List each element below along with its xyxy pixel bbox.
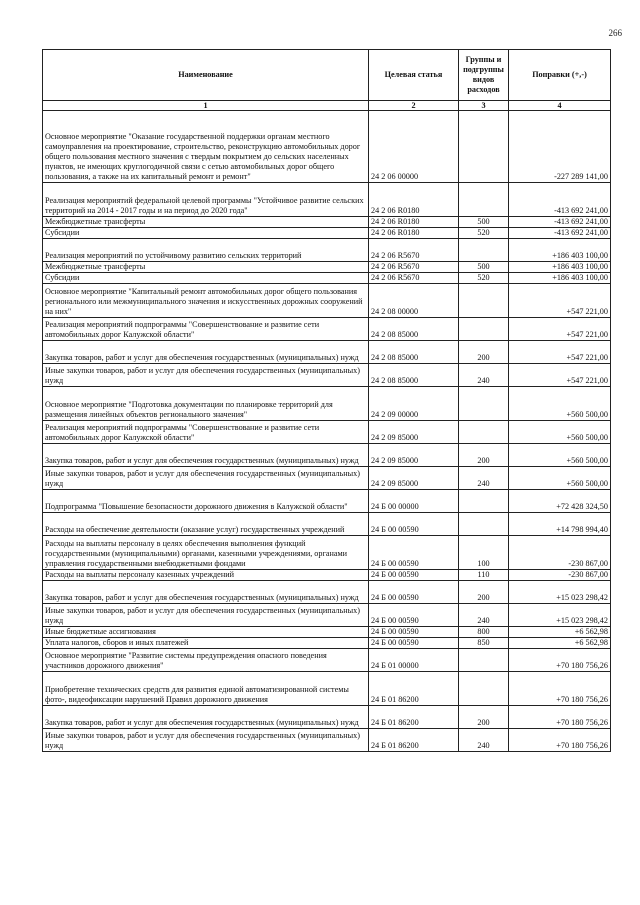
row-article-cell: 24 Б 00 00590 [369, 604, 459, 627]
table-row [43, 570, 611, 581]
row-name-cell: Реализация мероприятий по устойчивому развитию сельских территорий [43, 239, 369, 262]
page-number: 266 [608, 28, 622, 38]
table-row [43, 490, 611, 513]
row-amount-cell: -413 692 241,00 [509, 228, 611, 239]
row-name-cell: Иные закупки товаров, работ и услуг для обеспечения государственных (муниципальных) нужд [43, 467, 369, 490]
table-row [43, 729, 611, 752]
row-group-cell: 100 [459, 536, 509, 570]
row-name-cell: Основное мероприятие "Развитие системы предупреждения опасного поведения участников дорожного движения" [43, 649, 369, 672]
row-amount-cell: +547 221,00 [509, 364, 611, 387]
row-article-cell: 24 2 06 R5670 [369, 262, 459, 273]
row-group-cell: 200 [459, 706, 509, 729]
row-name-cell: Основное мероприятие "Капитальный ремонт автомобильных дорог общего пользования регионального или межмуниципального значения и искусственных дорожных сооружений на них" [43, 284, 369, 318]
row-amount-cell: +72 428 324,50 [509, 490, 611, 513]
table-row [43, 513, 611, 536]
row-name-cell: Реализация мероприятий подпрограммы "Совершенствование и развитие сети автомобильных дорог Калужской области" [43, 421, 369, 444]
row-name-cell: Расходы на обеспечение деятельности (оказание услуг) государственных учреждений [43, 513, 369, 536]
table-row [43, 341, 611, 364]
table-body [43, 111, 611, 752]
row-group-cell [459, 239, 509, 262]
header-amendments: Поправки (+,-) [509, 50, 611, 101]
row-name-cell: Расходы на выплаты персоналу в целях обеспечения выполнения функций государственными (муниципальными) органами, казенными учреждениями, органами управления государственными внебюджетными фондами [43, 536, 369, 570]
row-name-cell: Межбюджетные трансферты [43, 217, 369, 228]
row-article-cell: 24 2 09 85000 [369, 421, 459, 444]
row-group-cell: 240 [459, 467, 509, 490]
row-group-cell [459, 284, 509, 318]
row-group-cell: 200 [459, 581, 509, 604]
row-article-cell: 24 2 06 R5670 [369, 239, 459, 262]
row-group-cell: 520 [459, 228, 509, 239]
row-name-cell: Основное мероприятие "Подготовка документации по планировке территорий для размещения линейных объектов регионального значения" [43, 387, 369, 421]
row-name-cell: Закупка товаров, работ и услуг для обеспечения государственных (муниципальных) нужд [43, 581, 369, 604]
table-row [43, 467, 611, 490]
table-row [43, 649, 611, 672]
row-group-cell: 240 [459, 729, 509, 752]
row-article-cell: 24 Б 00 00590 [369, 581, 459, 604]
row-amount-cell: +547 221,00 [509, 318, 611, 341]
row-group-cell [459, 672, 509, 706]
row-name-cell: Иные бюджетные ассигнования [43, 627, 369, 638]
row-article-cell: 24 Б 00 00590 [369, 513, 459, 536]
row-group-cell: 850 [459, 638, 509, 649]
row-group-cell: 200 [459, 341, 509, 364]
row-article-cell: 24 Б 00 00000 [369, 490, 459, 513]
header-article: Целевая статья [369, 50, 459, 101]
row-article-cell: 24 Б 01 86200 [369, 729, 459, 752]
row-group-cell [459, 318, 509, 341]
row-name-cell: Иные закупки товаров, работ и услуг для обеспечения государственных (муниципальных) нужд [43, 364, 369, 387]
table-row [43, 387, 611, 421]
budget-amendments-table [42, 49, 611, 752]
row-article-cell: 24 Б 00 00590 [369, 570, 459, 581]
row-article-cell: 24 2 09 85000 [369, 467, 459, 490]
row-amount-cell: +547 221,00 [509, 341, 611, 364]
table-row [43, 284, 611, 318]
table-row [43, 421, 611, 444]
row-name-cell: Субсидии [43, 228, 369, 239]
table-row [43, 604, 611, 627]
table-row [43, 638, 611, 649]
table-row [43, 217, 611, 228]
row-amount-cell: +186 403 100,00 [509, 239, 611, 262]
table-row [43, 111, 611, 183]
row-article-cell: 24 2 08 85000 [369, 364, 459, 387]
row-group-cell: 200 [459, 444, 509, 467]
row-amount-cell: +186 403 100,00 [509, 273, 611, 284]
header-row [43, 50, 611, 101]
row-article-cell: 24 Б 00 00590 [369, 638, 459, 649]
row-article-cell: 24 2 06 R0180 [369, 217, 459, 228]
table-row [43, 239, 611, 262]
row-name-cell: Основное мероприятие "Оказание государственной поддержки органам местного самоуправления на проектирование, строительство, реконструкцию автомобильных дорог общего пользования местного значения с твердым покрытием до сельских населенных пунктов, не имеющих круглогодичной связи с сетью автомобильных дорог общего пользования, а также на их капитальный ремонт и ремонт" [43, 111, 369, 183]
row-amount-cell: +186 403 100,00 [509, 262, 611, 273]
table-row [43, 262, 611, 273]
row-amount-cell: -230 867,00 [509, 536, 611, 570]
table-row [43, 228, 611, 239]
row-group-cell [459, 513, 509, 536]
row-article-cell: 24 2 06 R5670 [369, 273, 459, 284]
table-row [43, 627, 611, 638]
row-amount-cell: +560 500,00 [509, 387, 611, 421]
row-article-cell: 24 2 06 R0180 [369, 228, 459, 239]
table-row [43, 536, 611, 570]
row-group-cell: 800 [459, 627, 509, 638]
row-group-cell: 520 [459, 273, 509, 284]
header-name: Наименование [43, 50, 369, 101]
table-row [43, 581, 611, 604]
row-article-cell: 24 Б 01 86200 [369, 672, 459, 706]
row-amount-cell: +560 500,00 [509, 421, 611, 444]
row-group-cell: 500 [459, 217, 509, 228]
row-amount-cell: -230 867,00 [509, 570, 611, 581]
row-article-cell: 24 2 09 00000 [369, 387, 459, 421]
row-group-cell [459, 387, 509, 421]
row-group-cell [459, 183, 509, 217]
row-article-cell: 24 2 08 85000 [369, 341, 459, 364]
row-amount-cell: +15 023 298,42 [509, 581, 611, 604]
row-name-cell: Реализация мероприятий федеральной целевой программы "Устойчивое развитие сельских территорий на 2014 - 2017 годы и на период до 2020 года" [43, 183, 369, 217]
row-name-cell: Закупка товаров, работ и услуг для обеспечения государственных (муниципальных) нужд [43, 341, 369, 364]
row-amount-cell: +15 023 298,42 [509, 604, 611, 627]
row-amount-cell: +14 798 994,40 [509, 513, 611, 536]
column-number-row [43, 101, 611, 111]
row-article-cell: 24 Б 01 00000 [369, 649, 459, 672]
row-amount-cell: +70 180 756,26 [509, 706, 611, 729]
row-amount-cell: +547 221,00 [509, 284, 611, 318]
row-article-cell: 24 Б 01 86200 [369, 706, 459, 729]
column-number: 4 [509, 101, 611, 111]
row-amount-cell: +6 562,98 [509, 627, 611, 638]
row-article-cell: 24 Б 00 00590 [369, 536, 459, 570]
row-article-cell: 24 2 08 00000 [369, 284, 459, 318]
table-row [43, 318, 611, 341]
row-amount-cell: +6 562,98 [509, 638, 611, 649]
row-amount-cell: +70 180 756,26 [509, 672, 611, 706]
row-name-cell: Межбюджетные трансферты [43, 262, 369, 273]
row-article-cell: 24 2 06 R0180 [369, 183, 459, 217]
row-amount-cell: -413 692 241,00 [509, 183, 611, 217]
table-row [43, 183, 611, 217]
row-name-cell: Расходы на выплаты персоналу казенных учреждений [43, 570, 369, 581]
row-article-cell: 24 2 09 85000 [369, 444, 459, 467]
row-group-cell: 500 [459, 262, 509, 273]
row-name-cell: Субсидии [43, 273, 369, 284]
row-amount-cell: +560 500,00 [509, 444, 611, 467]
header-groups: Группы и подгруппы видов расходов [459, 50, 509, 101]
row-amount-cell: -413 692 241,00 [509, 217, 611, 228]
row-group-cell [459, 490, 509, 513]
table-row [43, 706, 611, 729]
row-name-cell: Подпрограмма "Повышение безопасности дорожного движения в Калужской области" [43, 490, 369, 513]
row-name-cell: Приобретение технических средств для развития единой автоматизированной системы фото-, видеофиксации нарушений Правил дорожного движения [43, 672, 369, 706]
row-name-cell: Реализация мероприятий подпрограммы "Совершенствование и развитие сети автомобильных дорог Калужской области" [43, 318, 369, 341]
row-group-cell: 240 [459, 604, 509, 627]
table-header [43, 50, 611, 111]
row-name-cell: Иные закупки товаров, работ и услуг для обеспечения государственных (муниципальных) нужд [43, 729, 369, 752]
table-row [43, 672, 611, 706]
row-name-cell: Иные закупки товаров, работ и услуг для обеспечения государственных (муниципальных) нужд [43, 604, 369, 627]
row-article-cell: 24 2 08 85000 [369, 318, 459, 341]
row-article-cell: 24 2 06 00000 [369, 111, 459, 183]
table-row [43, 273, 611, 284]
row-amount-cell: +70 180 756,26 [509, 729, 611, 752]
row-group-cell [459, 421, 509, 444]
row-amount-cell: +70 180 756,26 [509, 649, 611, 672]
row-name-cell: Закупка товаров, работ и услуг для обеспечения государственных (муниципальных) нужд [43, 706, 369, 729]
row-name-cell: Уплата налогов, сборов и иных платежей [43, 638, 369, 649]
row-amount-cell: +560 500,00 [509, 467, 611, 490]
row-group-cell: 240 [459, 364, 509, 387]
row-name-cell: Закупка товаров, работ и услуг для обеспечения государственных (муниципальных) нужд [43, 444, 369, 467]
column-number: 2 [369, 101, 459, 111]
column-number: 1 [43, 101, 369, 111]
column-number: 3 [459, 101, 509, 111]
row-article-cell: 24 Б 00 00590 [369, 627, 459, 638]
table-row [43, 364, 611, 387]
row-group-cell: 110 [459, 570, 509, 581]
table-row [43, 444, 611, 467]
row-group-cell [459, 111, 509, 183]
row-amount-cell: -227 289 141,00 [509, 111, 611, 183]
row-group-cell [459, 649, 509, 672]
